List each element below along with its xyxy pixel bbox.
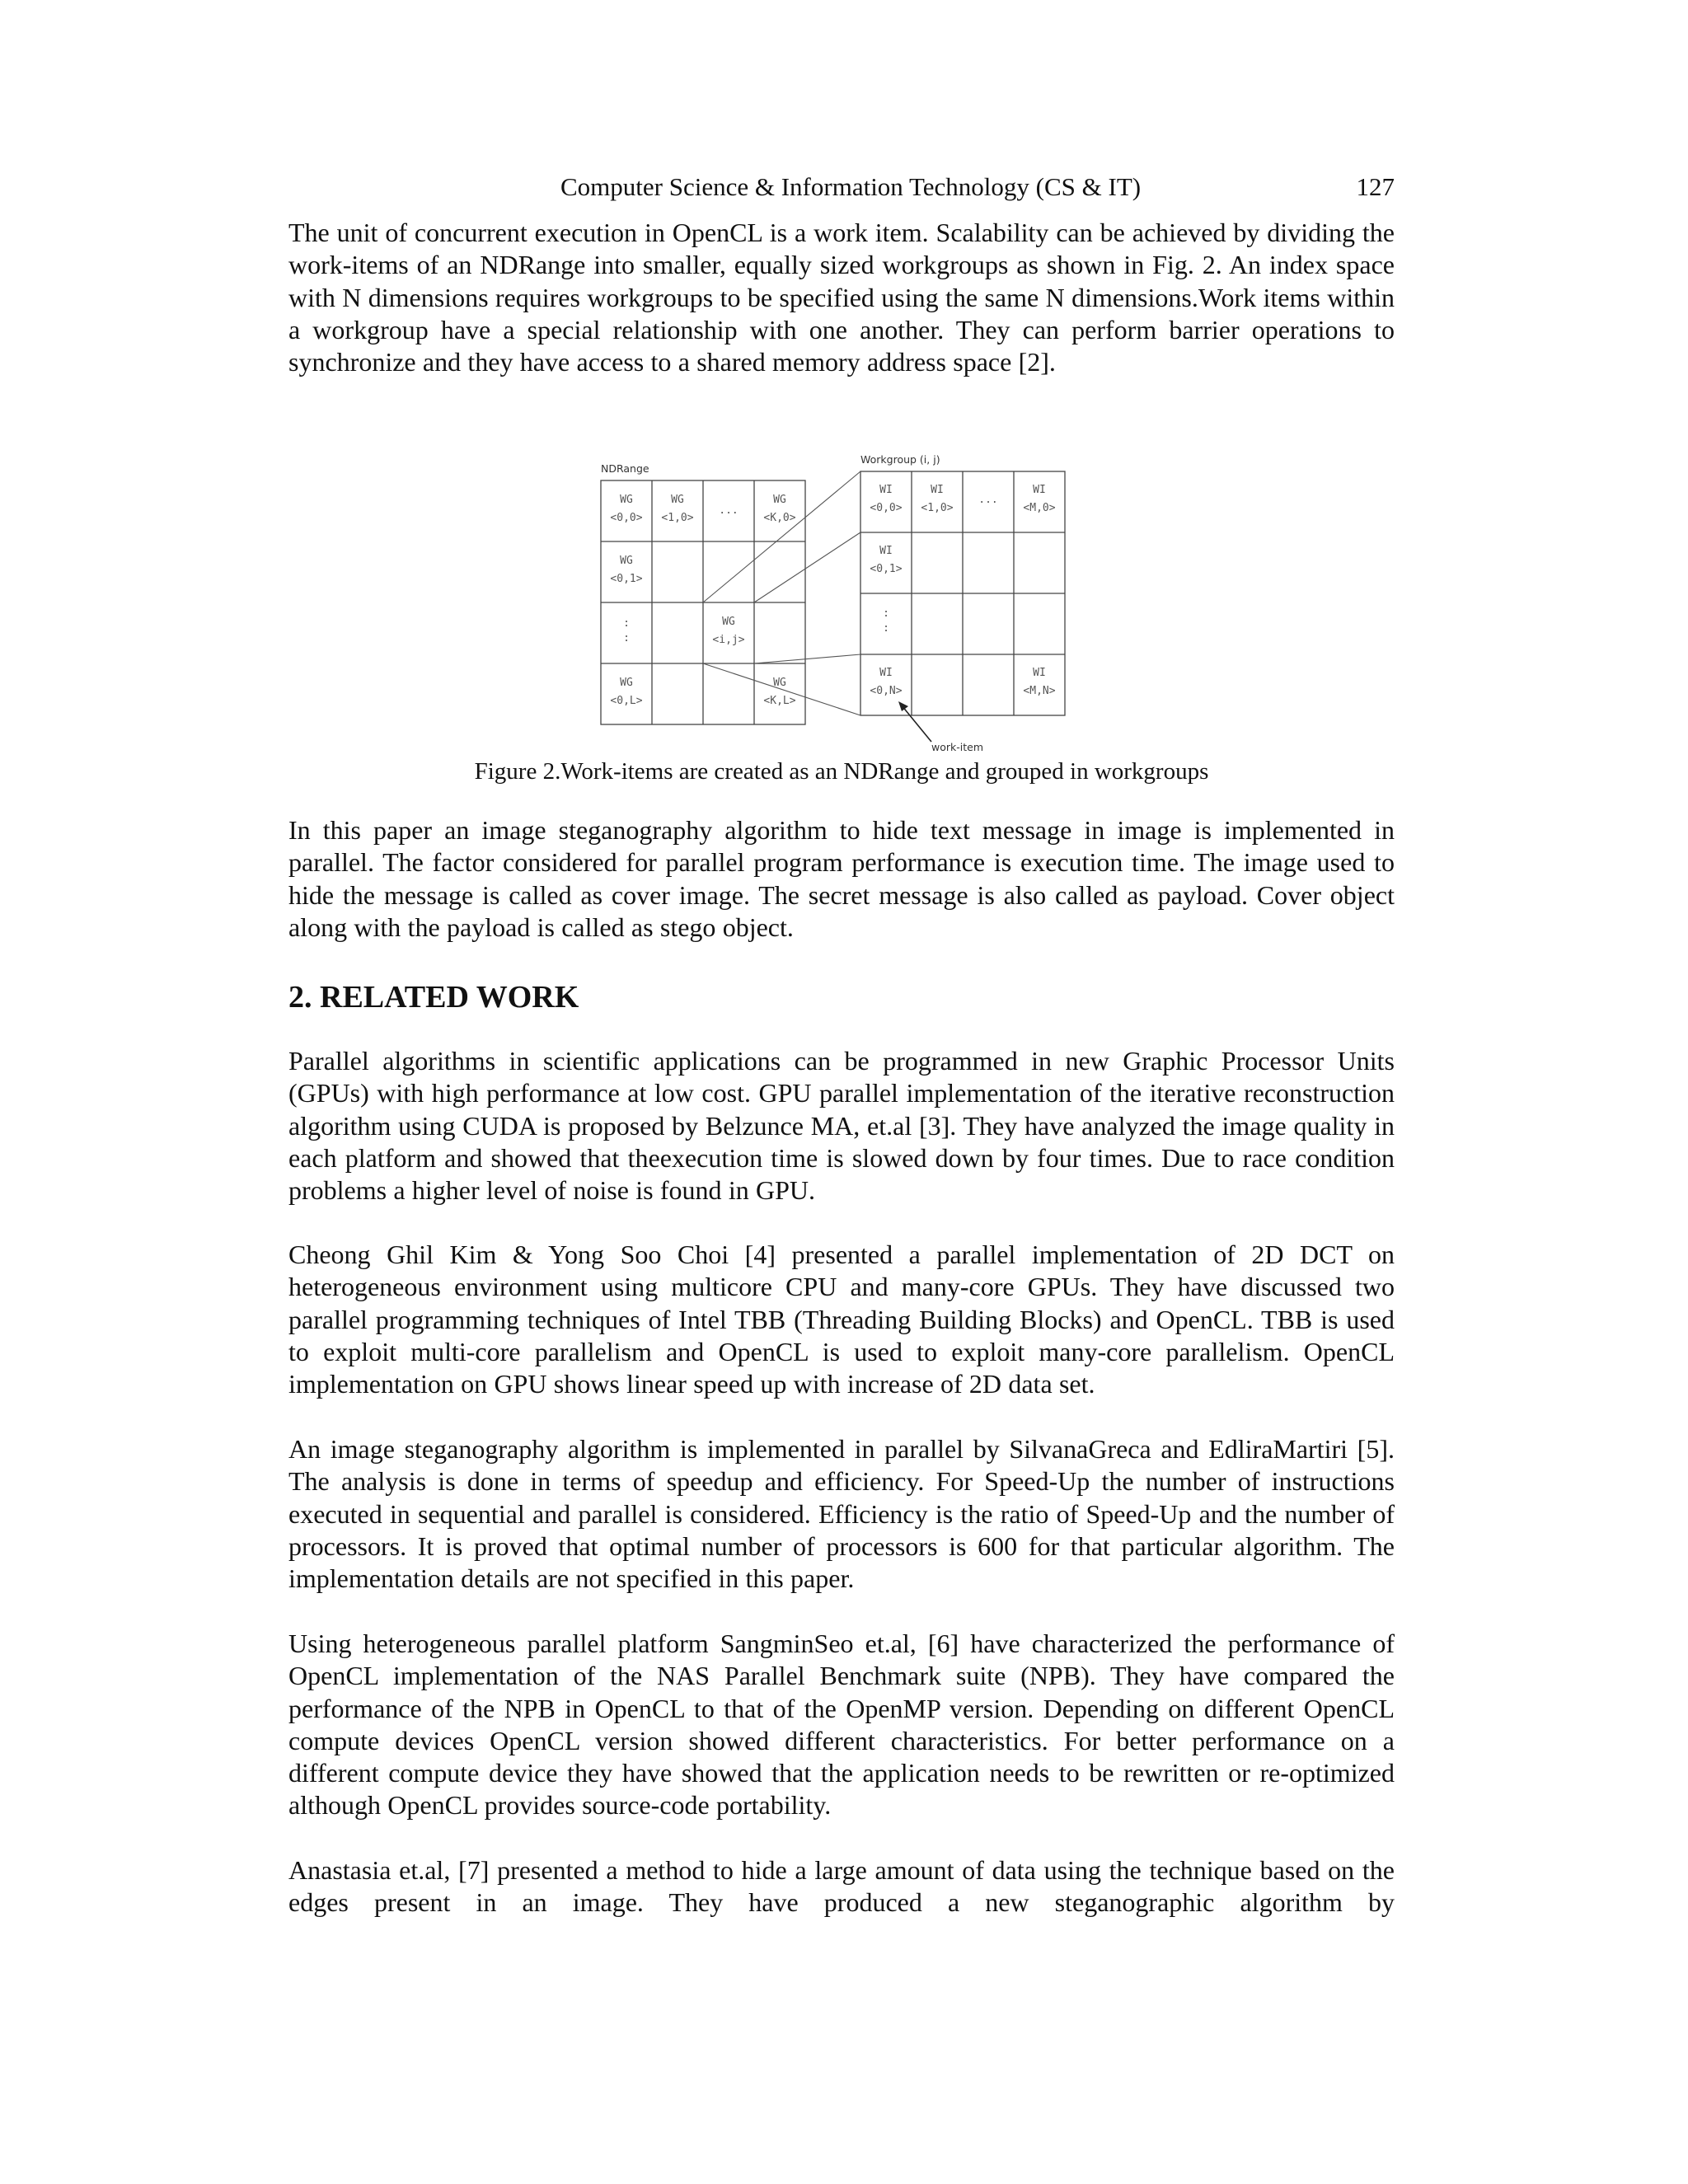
paragraph-1-block [288,217,1395,378]
paragraph-7-block [288,1854,1395,1919]
wg-i-j-index: <i,j> [712,634,745,646]
paragraph-4-block [288,1239,1395,1400]
wi-col-vdots-1: : [883,607,889,620]
wg-0-1-label: WG [620,555,633,567]
wg-col-vdots-2: : [623,632,630,644]
wi-0-1-index: <0,1> [870,563,903,575]
figure-2 [595,452,1090,757]
wi-0-1-label: WI [879,545,893,557]
wi-0-0-index: <0,0> [870,502,903,514]
wi-m-0-index: <M,0> [1023,502,1056,514]
section-title-r: R [320,980,343,1015]
section-heading [288,977,579,1018]
wg-0-1-index: <0,1> [610,573,643,585]
wg-0-l-index: <0,L> [610,695,643,707]
section-title-w: W [476,980,508,1015]
wg-1-0-index: <1,0> [661,512,694,524]
wi-0-n-index: <0,N> [870,685,903,697]
wi-m-0-label: WI [1033,484,1046,496]
wg-col-vdots-1: : [623,617,630,630]
paragraph-5-block [288,1433,1395,1595]
wg-i-j-label: WG [722,616,735,628]
wg-row-ellipsis: ... [719,504,738,517]
wi-col-vdots-2: : [883,622,889,635]
page-number: 127 [1356,172,1395,201]
wi-m-n-label: WI [1033,667,1046,679]
paragraph-2: In this paper an image steganography algorithm to hide text message in image is implemented in parallel. The factor considered for parallel program performance is execution time. The image used to hide the message is called as cover image. The secret message is also called as payload. Cover object along with the payload is called as stego object. [288,815,1395,942]
work-item-arrow [898,701,931,742]
wg-0-l-label: WG [620,677,633,689]
section-title-rest1: ELATED [342,980,469,1015]
wg-0-0-index: <0,0> [610,512,643,524]
paragraph-7: Anastasia et.al, [7] presented a method to hide a large amount of data using the technique based on the edges present in an image. They have produced a new steganographic algorithm by [288,1855,1395,1918]
wi-1-0-label: WI [931,484,944,496]
wg-1-0-label: WG [671,494,684,506]
paragraph-4: Cheong Ghil Kim & Yong Soo Choi [4] presented a parallel implementation of 2D DCT on heterogeneous environment using multicore CPU and many-core GPUs. They have discussed two parallel programming techniques of Intel TBB (Threading Building Blocks) and OpenCL. TBB is used to exploit multi-core parallelism and OpenCL is used to exploit many-core parallelism. OpenCL implementation on GPU shows linear speed up with increase of 2D data set. [288,1240,1395,1399]
wg-0-0-label: WG [620,494,633,506]
section-title-rest2: ORK [507,980,579,1015]
paragraph-2-block [288,814,1395,944]
section-number: 2. [288,980,312,1015]
workgroup-label: Workgroup (i, j) [860,453,940,466]
wi-0-n-label: WI [879,667,893,679]
wi-1-0-index: <1,0> [921,502,954,514]
figure-caption: Figure 2.Work-items are created as an NDRange and grouped in workgroups [474,758,1209,785]
wi-row-ellipsis: ... [978,494,998,506]
wi-m-n-index: <M,N> [1023,685,1056,697]
journal-title: Computer Science & Information Technology (CS & IT) [560,172,1142,201]
work-item-label: work-item [931,741,984,753]
paragraph-6: Using heterogeneous parallel platform SangminSeo et.al, [6] have characterized the performance of OpenCL implementation of the NAS Parallel Benchmark suite (NPB). They have compared the performance of the NPB in OpenCL to that of the OpenMP version. Depending on different OpenCL compute devices OpenCL version showed different characteristics. For better performance on a different compute device they have showed that the application needs to be rewritten or re-optimized although OpenCL provides source-code portability. [288,1629,1395,1821]
wg-k-l-index: <K,L> [763,695,796,707]
paragraph-5: An image steganography algorithm is implemented in parallel by SilvanaGreca and EdliraMartiri [5]. The analysis is done in terms of speedup and efficiency. For Speed-Up the number of instructions executed in sequential and parallel is considered. Efficiency is the ratio of Speed-Up and the number of processors. It is proved that optimal number of processors is 600 for that particular algorithm. The implementation details are not specified in this paper. [288,1434,1395,1594]
wi-0-0-label: WI [879,484,893,496]
paragraph-1: The unit of concurrent execution in OpenCL is a work item. Scalability can be achieved by dividing the work-items of an NDRange into smaller, equally sized workgroups as shown in Fig. 2. An index space with N dimensions requires workgroups to be specified using the same N dimensions.Work items within a workgroup have a special relationship with one another. They can perform barrier operations to synchronize and they have access to a shared memory address space [2]. [288,218,1395,377]
wg-k-0-label: WG [773,494,786,506]
paragraph-3-block [288,1045,1395,1207]
paragraph-6-block [288,1628,1395,1822]
ndrange-label: NDRange [601,462,649,475]
wg-k-0-index: <K,0> [763,512,796,524]
wg-k-l-label: WG [773,677,786,689]
paragraph-3: Parallel algorithms in scientific applications can be programmed in new Graphic Processor Units (GPUs) with high performance at low cost. GPU parallel implementation of the iterative reconstruction algorithm using CUDA is proposed by Belzunce MA, et.al [3]. They have analyzed the image quality in each platform and showed that theexecution time is slowed down by four times. Due to race condition problems a higher level of noise is found in GPU. [288,1046,1395,1206]
ndrange-diagram [595,452,1090,757]
running-header [288,169,1395,205]
